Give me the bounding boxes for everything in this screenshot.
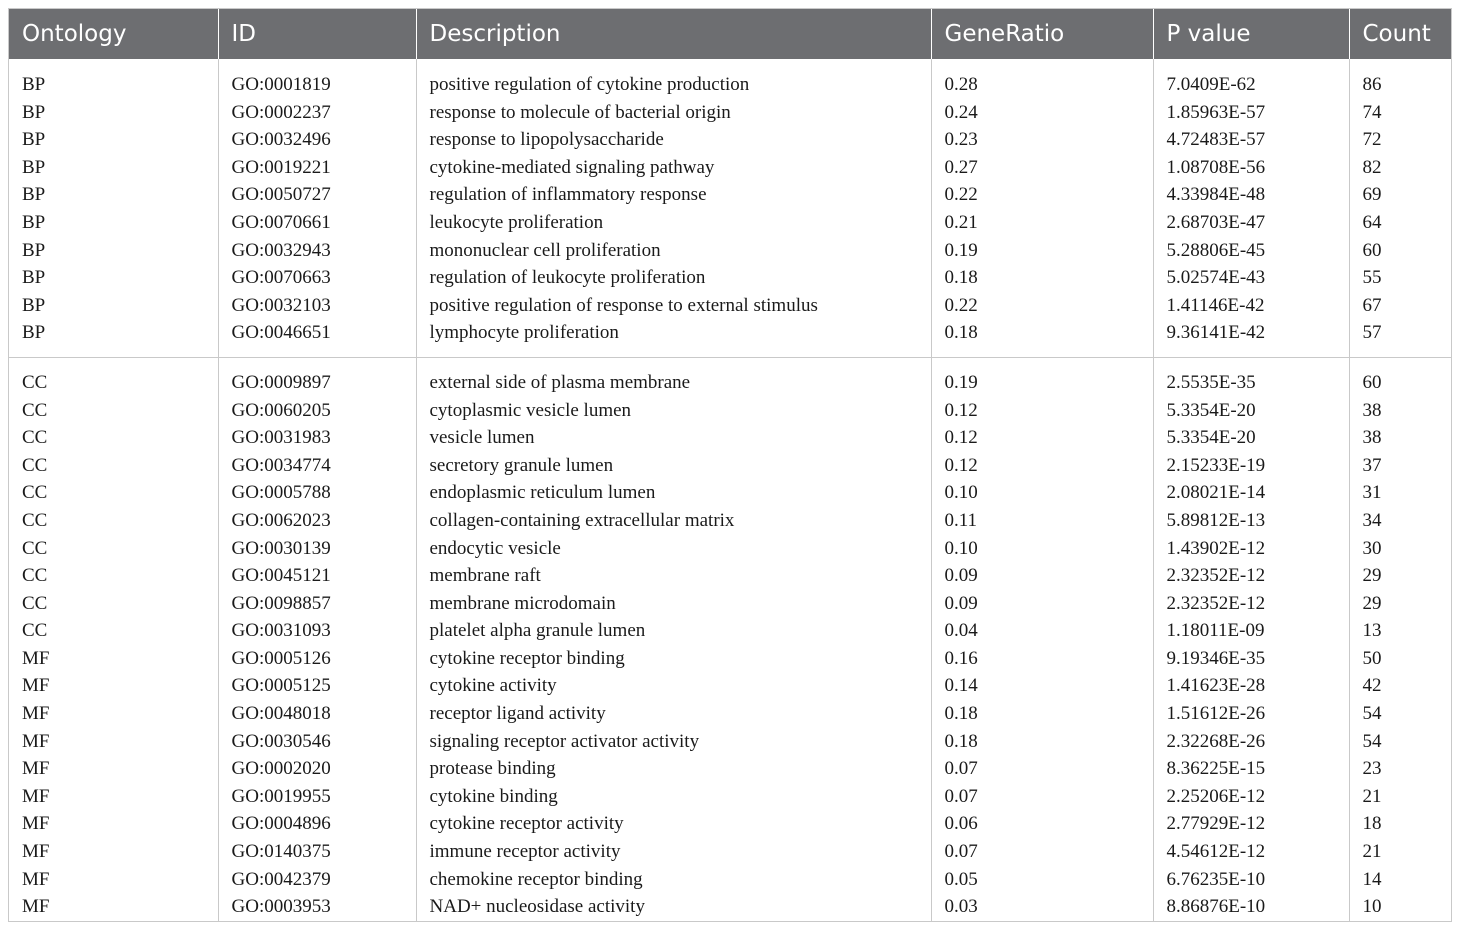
cell-generatio: 0.11 (931, 507, 1153, 535)
cell-p-value: 4.72483E-57 (1153, 126, 1349, 154)
cell-ontology: CC (22, 399, 48, 421)
cell-description: cytoplasmic vesicle lumen (416, 397, 931, 425)
cell-description: response to lipopolysaccharide (416, 126, 931, 154)
cell-ontology: BP (22, 184, 46, 206)
cell-count: 74 (1349, 99, 1451, 127)
cell-description: secretory granule lumen (416, 452, 931, 480)
cell-p-value: 6.76235E-10 (1153, 866, 1349, 894)
cell-p-value: 2.25206E-12 (1153, 783, 1349, 811)
cell-id: GO:0004896 (218, 810, 416, 838)
cell-ontology: BP (22, 129, 46, 151)
table-header (9, 9, 1451, 59)
header-row (9, 9, 1451, 59)
cell-p-value: 2.32352E-12 (1153, 562, 1349, 590)
cell-generatio: 0.05 (931, 866, 1153, 894)
cell-count: 18 (1349, 810, 1451, 838)
cell-ontology: MF (22, 785, 50, 807)
cell-count: 67 (1349, 292, 1451, 320)
cell-p-value: 1.41623E-28 (1153, 672, 1349, 700)
table-row (9, 783, 1451, 811)
cell-ontology: BP (22, 101, 46, 123)
cell-p-value: 1.18011E-09 (1153, 617, 1349, 645)
row-spacer (9, 358, 1451, 369)
header-p-value: P value (1153, 9, 1349, 59)
cell-generatio: 0.09 (931, 562, 1153, 590)
cell-ontology: BP (22, 156, 46, 178)
cell-ontology: CC (22, 371, 48, 393)
cell-generatio: 0.07 (931, 755, 1153, 783)
cell-description: endocytic vesicle (416, 535, 931, 563)
table-row (9, 838, 1451, 866)
table-row (9, 893, 1451, 921)
cell-description: protease binding (416, 755, 931, 783)
cell-p-value: 5.3354E-20 (1153, 397, 1349, 425)
cell-id: GO:0140375 (218, 838, 416, 866)
cell-count: 72 (1349, 126, 1451, 154)
cell-description: NAD+ nucleosidase activity (416, 893, 931, 921)
cell-p-value: 8.86876E-10 (1153, 893, 1349, 921)
cell-p-value: 9.36141E-42 (1153, 319, 1349, 347)
cell-count: 86 (1349, 71, 1451, 99)
table-row (9, 700, 1451, 728)
cell-ontology: MF (22, 675, 50, 697)
cell-description: leukocyte proliferation (416, 209, 931, 237)
cell-description: platelet alpha granule lumen (416, 617, 931, 645)
cell-description: response to molecule of bacterial origin (416, 99, 931, 127)
cell-generatio: 0.10 (931, 479, 1153, 507)
cell-p-value: 4.33984E-48 (1153, 181, 1349, 209)
cell-p-value: 7.0409E-62 (1153, 71, 1349, 99)
table-row (9, 755, 1451, 783)
cell-p-value: 5.02574E-43 (1153, 264, 1349, 292)
cell-generatio: 0.12 (931, 452, 1153, 480)
cell-id: GO:0005126 (218, 645, 416, 673)
cell-count: 29 (1349, 562, 1451, 590)
cell-description: positive regulation of response to external stimulus (416, 292, 931, 320)
table-row (9, 71, 1451, 99)
cell-ontology: MF (22, 703, 50, 725)
cell-generatio: 0.18 (931, 728, 1153, 756)
cell-id: GO:0050727 (218, 181, 416, 209)
cell-description: receptor ligand activity (416, 700, 931, 728)
cell-ontology: MF (22, 647, 50, 669)
cell-count: 14 (1349, 866, 1451, 894)
cell-description: regulation of inflammatory response (416, 181, 931, 209)
row-spacer (9, 59, 1451, 71)
cell-ontology: MF (22, 896, 50, 918)
cell-description: cytokine binding (416, 783, 931, 811)
table-row (9, 264, 1451, 292)
cell-p-value: 1.51612E-26 (1153, 700, 1349, 728)
header-description: Description (416, 9, 931, 59)
table-row (9, 452, 1451, 480)
table-row (9, 181, 1451, 209)
cell-description: endoplasmic reticulum lumen (416, 479, 931, 507)
cell-description: signaling receptor activator activity (416, 728, 931, 756)
cell-p-value: 2.15233E-19 (1153, 452, 1349, 480)
cell-ontology: CC (22, 482, 48, 504)
cell-generatio: 0.04 (931, 617, 1153, 645)
cell-id: GO:0031983 (218, 424, 416, 452)
cell-description: vesicle lumen (416, 424, 931, 452)
table-row (9, 99, 1451, 127)
cell-generatio: 0.09 (931, 590, 1153, 618)
cell-ontology: CC (22, 454, 48, 476)
table-row (9, 617, 1451, 645)
table-row (9, 154, 1451, 182)
cell-generatio: 0.14 (931, 672, 1153, 700)
cell-count: 38 (1349, 397, 1451, 425)
cell-ontology: MF (22, 841, 50, 863)
cell-id: GO:0002237 (218, 99, 416, 127)
cell-id: GO:0001819 (218, 71, 416, 99)
table-row (9, 126, 1451, 154)
cell-ontology: MF (22, 813, 50, 835)
cell-id: GO:0019955 (218, 783, 416, 811)
cell-p-value: 5.28806E-45 (1153, 237, 1349, 265)
cell-p-value: 2.68703E-47 (1153, 209, 1349, 237)
cell-p-value: 5.3354E-20 (1153, 424, 1349, 452)
cell-p-value: 2.32352E-12 (1153, 590, 1349, 618)
cell-description: cytokine-mediated signaling pathway (416, 154, 931, 182)
cell-id: GO:0032496 (218, 126, 416, 154)
cell-id: GO:0098857 (218, 590, 416, 618)
cell-generatio: 0.18 (931, 264, 1153, 292)
cell-generatio: 0.12 (931, 424, 1153, 452)
row-spacer (9, 347, 1451, 358)
cell-description: external side of plasma membrane (416, 369, 931, 397)
cell-id: GO:0005788 (218, 479, 416, 507)
cell-count: 37 (1349, 452, 1451, 480)
table-row (9, 810, 1451, 838)
cell-ontology: BP (22, 239, 46, 261)
cell-p-value: 1.08708E-56 (1153, 154, 1349, 182)
table-row (9, 645, 1451, 673)
header-ontology: Ontology (9, 9, 218, 59)
cell-description: cytokine activity (416, 672, 931, 700)
cell-count: 21 (1349, 838, 1451, 866)
cell-generatio: 0.21 (931, 209, 1153, 237)
table-row (9, 319, 1451, 347)
cell-description: membrane raft (416, 562, 931, 590)
cell-description: cytokine receptor activity (416, 810, 931, 838)
cell-id: GO:0032103 (218, 292, 416, 320)
cell-generatio: 0.18 (931, 319, 1153, 347)
cell-ontology: BP (22, 74, 46, 95)
cell-p-value: 1.41146E-42 (1153, 292, 1349, 320)
cell-p-value: 9.19346E-35 (1153, 645, 1349, 673)
cell-description: cytokine receptor binding (416, 645, 931, 673)
cell-generatio: 0.27 (931, 154, 1153, 182)
cell-id: GO:0070661 (218, 209, 416, 237)
header-generatio: GeneRatio (931, 9, 1153, 59)
table-row (9, 590, 1451, 618)
cell-p-value: 2.08021E-14 (1153, 479, 1349, 507)
table-row (9, 397, 1451, 425)
cell-generatio: 0.10 (931, 535, 1153, 563)
cell-id: GO:0002020 (218, 755, 416, 783)
cell-generatio: 0.19 (931, 237, 1153, 265)
cell-count: 10 (1349, 893, 1451, 921)
cell-p-value: 4.54612E-12 (1153, 838, 1349, 866)
cell-generatio: 0.12 (931, 397, 1153, 425)
table-body (9, 59, 1451, 921)
cell-description: mononuclear cell proliferation (416, 237, 931, 265)
cell-count: 60 (1349, 237, 1451, 265)
cell-generatio: 0.07 (931, 838, 1153, 866)
go-enrichment-table (8, 8, 1452, 922)
table-row (9, 728, 1451, 756)
cell-generatio: 0.06 (931, 810, 1153, 838)
cell-count: 55 (1349, 264, 1451, 292)
cell-count: 69 (1349, 181, 1451, 209)
cell-id: GO:0030139 (218, 535, 416, 563)
cell-generatio: 0.22 (931, 292, 1153, 320)
cell-id: GO:0042379 (218, 866, 416, 894)
table-row (9, 369, 1451, 397)
cell-count: 30 (1349, 535, 1451, 563)
table-row (9, 507, 1451, 535)
cell-id: GO:0045121 (218, 562, 416, 590)
table-row (9, 562, 1451, 590)
cell-id: GO:0062023 (218, 507, 416, 535)
cell-generatio: 0.16 (931, 645, 1153, 673)
cell-id: GO:0031093 (218, 617, 416, 645)
cell-description: immune receptor activity (416, 838, 931, 866)
cell-description: chemokine receptor binding (416, 866, 931, 894)
cell-ontology: CC (22, 427, 48, 449)
cell-count: 38 (1349, 424, 1451, 452)
cell-description: membrane microdomain (416, 590, 931, 618)
cell-p-value: 2.32268E-26 (1153, 728, 1349, 756)
cell-ontology: CC (22, 537, 48, 559)
cell-generatio: 0.19 (931, 369, 1153, 397)
cell-p-value: 8.36225E-15 (1153, 755, 1349, 783)
cell-description: regulation of leukocyte proliferation (416, 264, 931, 292)
cell-description: lymphocyte proliferation (416, 319, 931, 347)
table-row (9, 424, 1451, 452)
table-row (9, 535, 1451, 563)
cell-count: 31 (1349, 479, 1451, 507)
cell-generatio: 0.07 (931, 783, 1153, 811)
header-id: ID (218, 9, 416, 59)
cell-count: 13 (1349, 617, 1451, 645)
cell-ontology: CC (22, 509, 48, 531)
cell-ontology: CC (22, 592, 48, 614)
cell-generatio: 0.23 (931, 126, 1153, 154)
cell-ontology: BP (22, 267, 46, 289)
cell-generatio: 0.03 (931, 893, 1153, 921)
cell-generatio: 0.24 (931, 99, 1153, 127)
cell-count: 57 (1349, 319, 1451, 347)
cell-count: 42 (1349, 672, 1451, 700)
cell-count: 82 (1349, 154, 1451, 182)
cell-ontology: BP (22, 294, 46, 316)
cell-ontology: BP (22, 211, 46, 233)
cell-ontology: CC (22, 620, 48, 642)
cell-id: GO:0060205 (218, 397, 416, 425)
cell-id: GO:0003953 (218, 893, 416, 921)
cell-generatio: 0.28 (931, 71, 1153, 99)
table-row (9, 479, 1451, 507)
header-count: Count (1349, 9, 1451, 59)
cell-count: 64 (1349, 209, 1451, 237)
cell-generatio: 0.18 (931, 700, 1153, 728)
cell-count: 54 (1349, 700, 1451, 728)
cell-ontology: MF (22, 758, 50, 780)
cell-description: positive regulation of cytokine production (416, 71, 931, 99)
table-row (9, 866, 1451, 894)
cell-id: GO:0070663 (218, 264, 416, 292)
cell-id: GO:0032943 (218, 237, 416, 265)
cell-ontology: MF (22, 868, 50, 890)
cell-id: GO:0019221 (218, 154, 416, 182)
cell-count: 54 (1349, 728, 1451, 756)
cell-id: GO:0048018 (218, 700, 416, 728)
data-table (9, 9, 1451, 921)
cell-ontology: BP (22, 322, 46, 344)
cell-count: 50 (1349, 645, 1451, 673)
cell-count: 60 (1349, 369, 1451, 397)
cell-p-value: 2.77929E-12 (1153, 810, 1349, 838)
table-row (9, 292, 1451, 320)
table-row (9, 209, 1451, 237)
cell-p-value: 1.85963E-57 (1153, 99, 1349, 127)
cell-count: 21 (1349, 783, 1451, 811)
cell-description: collagen-containing extracellular matrix (416, 507, 931, 535)
cell-ontology: MF (22, 730, 50, 752)
cell-id: GO:0034774 (218, 452, 416, 480)
table-row (9, 672, 1451, 700)
cell-id: GO:0009897 (218, 369, 416, 397)
cell-id: GO:0030546 (218, 728, 416, 756)
cell-id: GO:0005125 (218, 672, 416, 700)
cell-p-value: 2.5535E-35 (1153, 369, 1349, 397)
cell-ontology: CC (22, 565, 48, 587)
cell-count: 34 (1349, 507, 1451, 535)
cell-count: 29 (1349, 590, 1451, 618)
cell-p-value: 5.89812E-13 (1153, 507, 1349, 535)
cell-count: 23 (1349, 755, 1451, 783)
cell-id: GO:0046651 (218, 319, 416, 347)
cell-p-value: 1.43902E-12 (1153, 535, 1349, 563)
table-row (9, 237, 1451, 265)
cell-generatio: 0.22 (931, 181, 1153, 209)
